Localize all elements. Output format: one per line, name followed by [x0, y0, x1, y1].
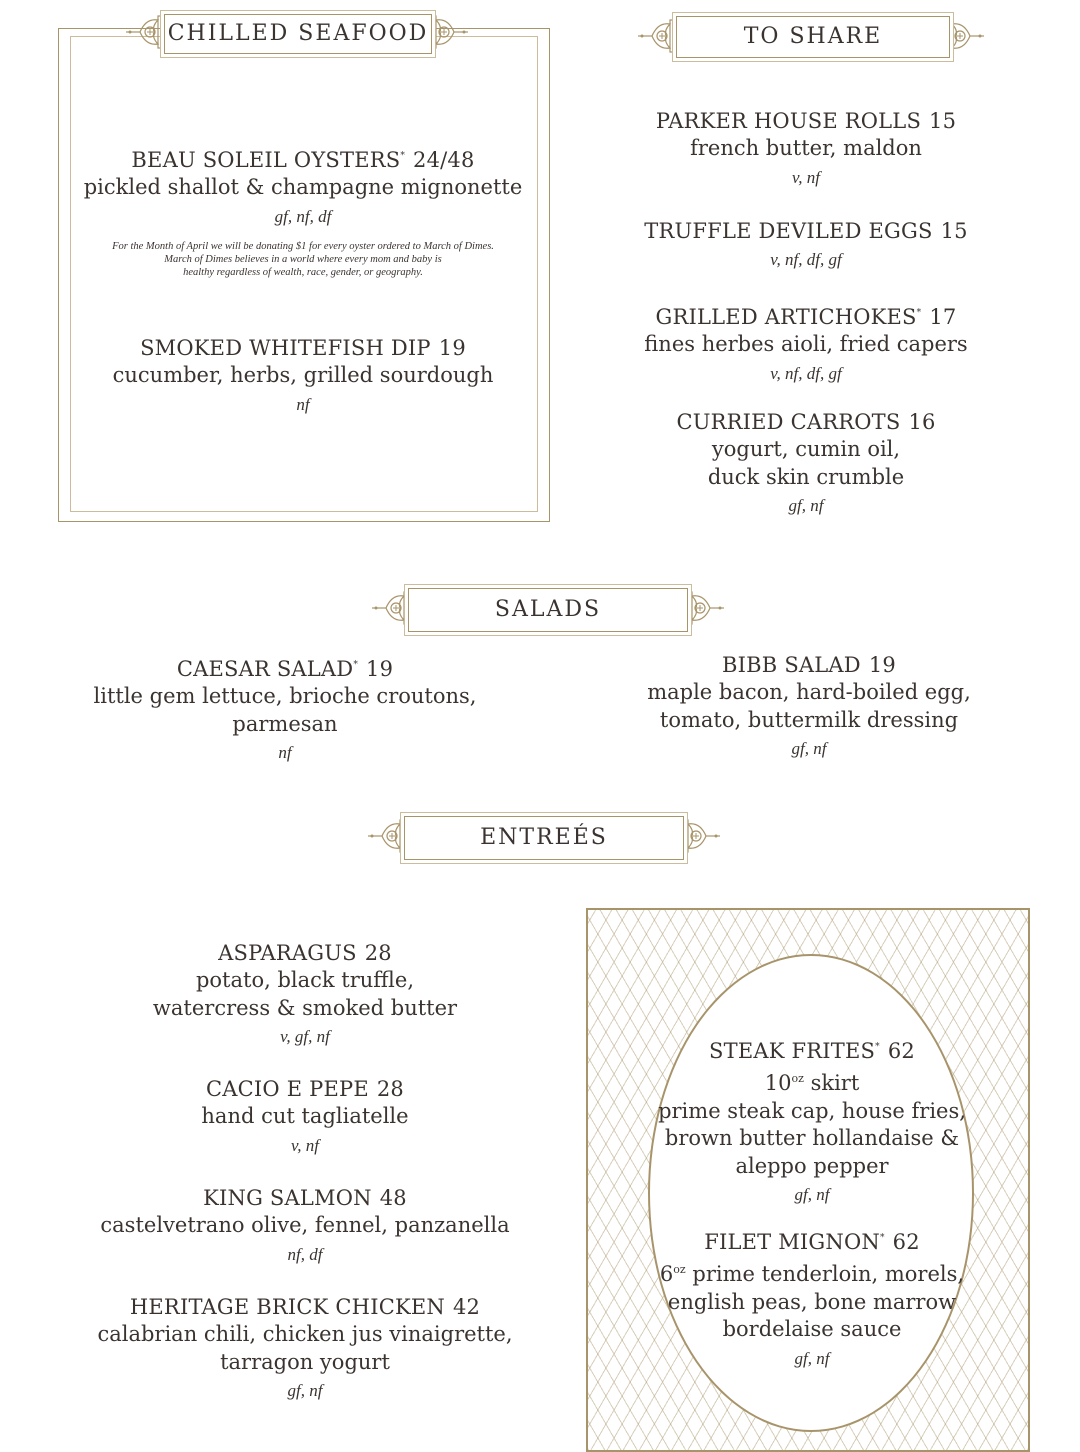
menu-item-oysters [78, 143, 528, 232]
item-description: fines herbes aioli, fried capers [644, 332, 968, 356]
dietary-tags: v, nf [791, 167, 820, 187]
size-unit: oz [673, 1263, 686, 1276]
menu-item-asparagus [100, 940, 510, 1052]
item-price: 19 [868, 653, 896, 677]
item-price: 19 [366, 657, 394, 681]
menu-item-caesar [80, 652, 490, 768]
raw-mark: * [879, 1233, 885, 1243]
menu-item-carrots [600, 409, 1012, 521]
item-description: tarragon yogurt [220, 1349, 390, 1374]
heading-chilled-seafood: CHILLED SEAFOOD [164, 14, 432, 54]
scroll-ornament-icon [372, 588, 412, 628]
raw-mark: * [916, 308, 922, 318]
item-description: english peas, bone marrow [667, 1289, 957, 1314]
dietary-tags: gf, nf [794, 1185, 830, 1204]
item-price: 62 [892, 1230, 920, 1254]
scroll-ornament-icon [428, 12, 468, 52]
menu-item-rolls [600, 108, 1012, 193]
dietary-tags: gf, nf [788, 496, 824, 515]
heading-entrees: ENTREÉS [404, 816, 684, 860]
item-cut: skirt [810, 1071, 860, 1095]
scroll-ornament-icon [126, 12, 166, 52]
charity-note [78, 240, 528, 279]
item-name: STEAK FRITES [709, 1039, 876, 1063]
item-description: prime steak cap, house fries, [658, 1098, 966, 1123]
dietary-tags: gf, nf [791, 739, 827, 758]
raw-mark: * [353, 660, 359, 670]
item-description: yogurt, cumin oil, [711, 437, 901, 461]
item-description: watercress & smoked butter [152, 995, 458, 1020]
dietary-tags: v, nf [290, 1135, 319, 1155]
menu-item-steak-frites [656, 1034, 968, 1210]
item-description: hand cut tagliatelle [201, 1104, 409, 1128]
heading-salads: SALADS [408, 588, 688, 632]
item-name: CACIO E PEPE [206, 1077, 369, 1101]
item-price: 19 [438, 336, 466, 360]
item-name: FILET MIGNON [704, 1230, 880, 1254]
item-price: 17 [929, 305, 957, 329]
item-name: BIBB SALAD [722, 653, 861, 677]
menu-item-deviled-eggs [600, 218, 1012, 275]
menu-item-whitefish [78, 335, 528, 420]
raw-mark: * [400, 151, 406, 161]
item-size: 6 [659, 1262, 674, 1286]
item-description: calabrian chili, chicken jus vinaigrette, [97, 1322, 513, 1346]
item-price: 42 [452, 1295, 481, 1319]
menu-item-brick-chicken [90, 1294, 520, 1406]
menu-item-cacio-e-pepe [100, 1076, 510, 1161]
dietary-tags: v, gf, nf [280, 1027, 330, 1046]
item-description: bordelaise sauce [722, 1317, 902, 1341]
item-name: CAESAR SALAD [176, 657, 354, 681]
item-description: tomato, buttermilk dressing [659, 707, 959, 732]
item-name: GRILLED ARTICHOKES [655, 305, 917, 329]
item-price: 15 [940, 219, 968, 243]
item-price: 62 [887, 1039, 915, 1063]
dietary-tags: gf, nf [794, 1348, 830, 1368]
dietary-tags: gf, nf, df [274, 206, 332, 226]
item-name: BEAU SOLEIL OYSTERS [131, 148, 401, 172]
item-description: potato, black truffle, [195, 968, 415, 992]
item-description: cucumber, herbs, grilled sourdough [112, 363, 494, 387]
size-unit: oz [791, 1072, 804, 1085]
scroll-ornament-icon [368, 816, 408, 856]
menu-item-bibb [604, 652, 1014, 764]
scroll-ornament-icon [680, 816, 720, 856]
dietary-tags: nf [278, 743, 292, 762]
item-description: duck skin crumble [707, 464, 905, 489]
scroll-ornament-icon [684, 588, 724, 628]
item-price: 15 [929, 109, 957, 133]
item-name: CURRIED CARROTS [676, 410, 901, 434]
item-price: 48 [379, 1186, 407, 1210]
heading-to-share: TO SHARE [676, 16, 950, 58]
item-description: aleppo pepper [735, 1153, 889, 1178]
item-name: KING SALMON [203, 1186, 372, 1210]
dietary-tags: gf, nf [287, 1381, 323, 1400]
item-description: prime tenderloin, morels, [692, 1262, 965, 1286]
item-description: french butter, maldon [690, 136, 922, 160]
item-description: little gem lettuce, brioche croutons, [93, 684, 477, 708]
item-name: SMOKED WHITEFISH DIP [140, 336, 431, 360]
item-size: 10 [764, 1071, 792, 1095]
item-description: parmesan [232, 711, 338, 736]
charity-note-line: For the Month of April we will be donating $1 for every oyster ordered to March of Dimes. [112, 241, 494, 252]
item-price: 28 [376, 1077, 404, 1101]
item-name: PARKER HOUSE ROLLS [655, 109, 922, 133]
dietary-tags: nf, df [287, 1244, 323, 1264]
item-name: HERITAGE BRICK CHICKEN [129, 1295, 445, 1319]
scroll-ornament-icon [944, 16, 984, 56]
item-price: 24/48 [413, 148, 475, 172]
item-description: castelvetrano olive, fennel, panzanella [100, 1213, 510, 1237]
item-price: 16 [908, 410, 936, 434]
item-description: pickled shallot & champagne mignonette [83, 175, 523, 199]
scroll-ornament-icon [638, 16, 678, 56]
charity-note-line: March of Dimes believes in a world where every mom and baby is [164, 254, 442, 265]
raw-mark: * [875, 1042, 880, 1052]
charity-note-line: healthy regardless of wealth, race, gender, or geography. [183, 267, 423, 278]
dietary-tags: nf [296, 394, 310, 414]
item-price: 28 [364, 941, 392, 965]
dietary-tags: v, nf, df, gf [770, 363, 842, 383]
item-name: TRUFFLE DEVILED EGGS [644, 219, 933, 243]
item-name: ASPARAGUS [218, 941, 357, 965]
item-description: maple bacon, hard-boiled egg, [647, 680, 971, 704]
menu-item-king-salmon [90, 1185, 520, 1270]
item-description: brown butter hollandaise & [664, 1126, 960, 1150]
menu-item-filet-mignon [656, 1225, 968, 1374]
dietary-tags: v, nf, df, gf [770, 250, 842, 269]
menu-item-artichokes [600, 300, 1012, 389]
